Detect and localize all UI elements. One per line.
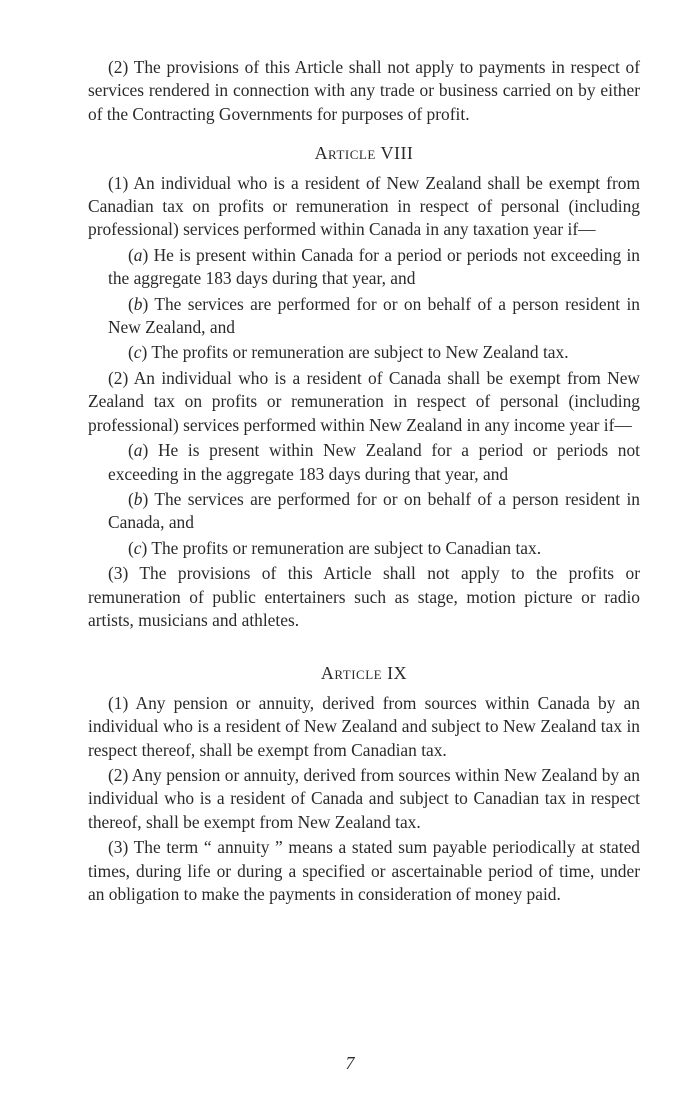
article-ix-paragraph-2: (2) Any pension or annuity, derived from sources within New Zealand by an individual who is a resident of Canada and subject to Canadian tax in respect thereof, shall be exempt from New Zealand tax.: [88, 764, 640, 832]
article-viii-paragraph-1-a: (a) He is present within Canada for a period or periods not exceeding in the aggregate 183 days during that year, and: [108, 244, 640, 289]
article-viii-paragraph-1: (1) An individual who is a resident of New Zealand shall be exempt from Canadian tax on profits or remuneration in respect of personal (including professional) services performed within Canada in any taxation year if—: [88, 172, 640, 240]
document-page: [88, 56, 640, 906]
article-viii-paragraph-2-c: (c) The profits or remuneration are subject to Canadian tax.: [128, 537, 542, 558]
article-viii-paragraph-2: (2) An individual who is a resident of Canada shall be exempt from New Zealand tax on profits or remuneration in respect of personal (including professional) services performed within New Zealand in any income year if—: [88, 367, 640, 435]
article-viii-paragraph-2-a: (a) He is present within New Zealand for a period or periods not exceeding in the aggregate 183 days during that year, and: [108, 440, 640, 484]
article-viii-heading: Article VIII: [314, 143, 414, 164]
article-viii-paragraph-1-b: (b) The services are performed for or on behalf of a person resident in New Zealand, and: [108, 293, 640, 338]
article-vii-paragraph-2: (2) The provisions of this Article shall not apply to payments in respect of services rendered in connection with any trade or business carried on by either of the Contracting Governments for purposes of profit.: [88, 57, 640, 124]
article-viii-paragraph-1-c: (c) The profits or remuneration are subject to New Zealand tax.: [128, 342, 569, 363]
article-viii-paragraph-3: (3) The provisions of this Article shall not apply to the profits or remuneration of public entertainers such as stage, motion picture or radio artists, musicians and athletes.: [88, 563, 640, 630]
article-ix-paragraph-1: (1) Any pension or annuity, derived from sources within Canada by an individual who is a resident of New Zealand and subject to New Zealand tax in respect thereof, shall be exempt from Canadian tax.: [88, 692, 640, 760]
article-ix-heading: Article IX: [320, 663, 408, 684]
page-number: 7: [345, 1053, 355, 1073]
article-ix-paragraph-3: (3) The term “ annuity ” means a stated sum payable periodically at stated times, during life or during a specified or ascertainable period of time, under an obligation to make the payments in consideration of money paid.: [88, 837, 640, 904]
article-viii-paragraph-2-b: (b) The services are performed for or on behalf of a person resident in Canada, and: [108, 488, 640, 533]
